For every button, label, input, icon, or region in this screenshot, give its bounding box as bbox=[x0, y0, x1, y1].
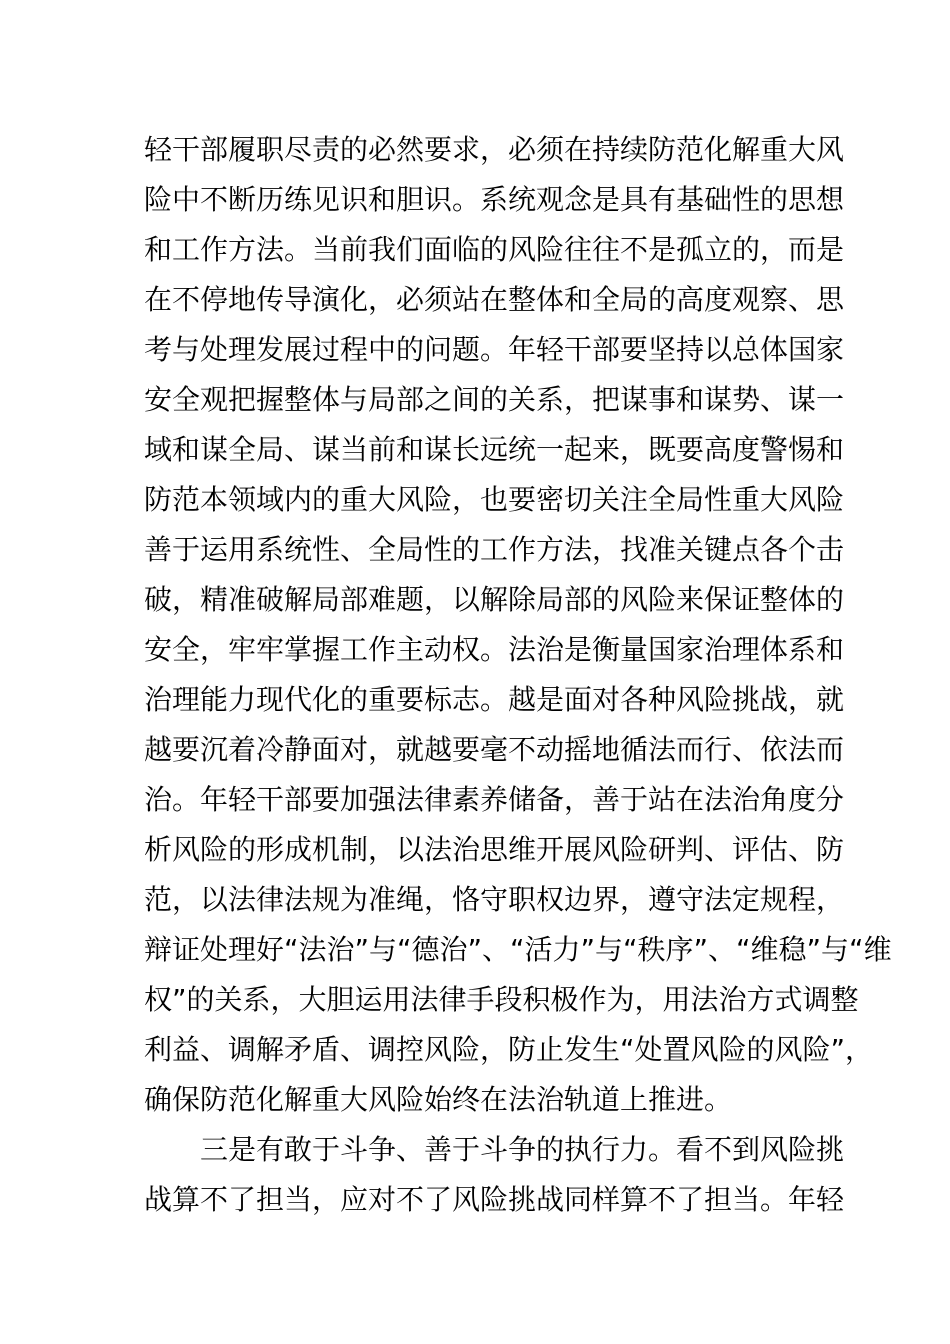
text-line: 权”的关系，大胆运用法律手段积极作为，用法治方式调整 bbox=[144, 983, 859, 1016]
text-line: 治。年轻干部要加强法律素养储备，善于站在法治角度分 bbox=[144, 783, 845, 816]
text-line: 防范本领域内的重大风险，也要密切关注全局性重大风险 bbox=[144, 483, 845, 516]
text-line: 越要沉着冷静面对，就越要毫不动摇地循法而行、依法而 bbox=[144, 733, 845, 766]
text-line: 破，精准破解局部难题，以解除局部的风险来保证整体的 bbox=[144, 583, 845, 616]
text-line: 确保防范化解重大风险始终在法治轨道上推进。 bbox=[144, 1083, 733, 1116]
text-line: 辩证处理好“法治”与“德治”、“活力”与“秩序”、“维稳”与“维 bbox=[144, 933, 892, 966]
text-line: 在不停地传导演化，必须站在整体和全局的高度观察、思 bbox=[144, 283, 845, 316]
text-line: 析风险的形成机制，以法治思维开展风险研判、评估、防 bbox=[144, 833, 845, 866]
body-text bbox=[144, 125, 892, 1225]
text-line: 险中不断历练见识和胆识。系统观念是具有基础性的思想 bbox=[144, 183, 845, 216]
text-line: 安全，牢牢掌握工作主动权。法治是衡量国家治理体系和 bbox=[144, 633, 845, 666]
text-line: 战算不了担当，应对不了风险挑战同样算不了担当。年轻 bbox=[144, 1183, 845, 1216]
text-line: 三是有敢于斗争、善于斗争的执行力。看不到风险挑 bbox=[144, 1133, 845, 1166]
text-line: 安全观把握整体与局部之间的关系，把谋事和谋势、谋一 bbox=[144, 383, 845, 416]
text-line: 治理能力现代化的重要标志。越是面对各种风险挑战，就 bbox=[144, 683, 845, 716]
text-line: 考与处理发展过程中的问题。年轻干部要坚持以总体国家 bbox=[144, 333, 845, 366]
text-line: 和工作方法。当前我们面临的风险往往不是孤立的，而是 bbox=[144, 233, 845, 266]
text-line: 利益、调解矛盾、调控风险，防止发生“处置风险的风险”， bbox=[144, 1033, 874, 1066]
text-line: 范，以法律法规为准绳，恪守职权边界，遵守法定规程， bbox=[144, 883, 845, 916]
text-line: 善于运用系统性、全局性的工作方法，找准关键点各个击 bbox=[144, 533, 845, 566]
text-line: 轻干部履职尽责的必然要求，必须在持续防范化解重大风 bbox=[144, 133, 845, 166]
text-line: 域和谋全局、谋当前和谋长远统一起来，既要高度警惕和 bbox=[144, 433, 845, 466]
